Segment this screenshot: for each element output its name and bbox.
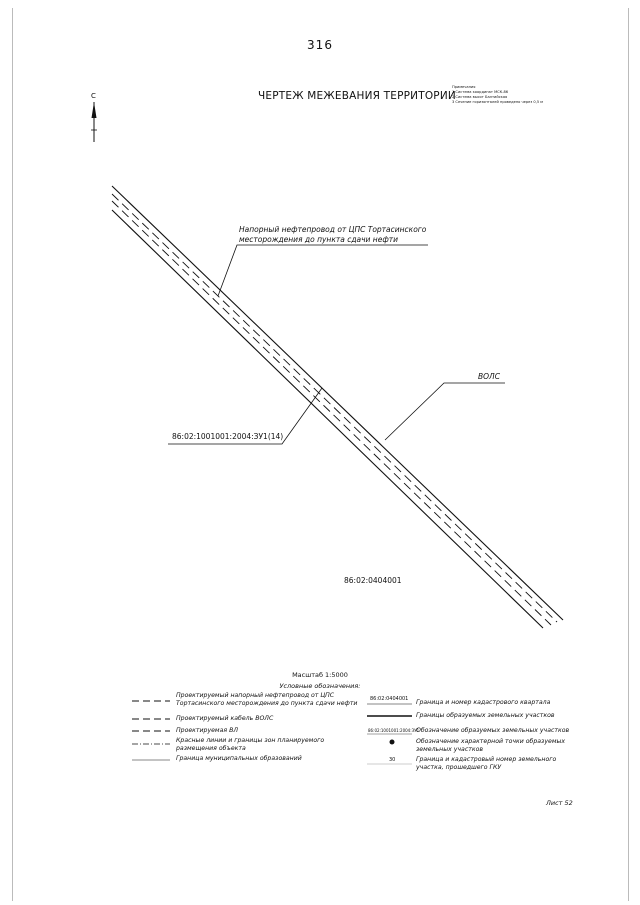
- legend-symbol-gku-text: 30: [389, 757, 396, 763]
- pipeline-label-line1: Напорный нефтепровод от ЦПС Тортасинского: [239, 225, 427, 234]
- legend-item-vl: Проектируемая ВЛ: [176, 727, 238, 734]
- legend-item-parcel-border: Границы образуемых земельных участков: [416, 712, 555, 719]
- legend-item-quarter: Граница и номер кадастрового квартала: [416, 699, 551, 706]
- sheet-number: Лист 52: [546, 799, 573, 807]
- legend-symbol-quarter-text: 86:02:0404001: [370, 696, 409, 702]
- note-item: 1 Система координат МСК-86: [452, 90, 509, 94]
- legend-title: Условные обозначения:: [279, 682, 361, 690]
- quarter-label: 86:02:0404001: [344, 576, 402, 585]
- legend-item-vols: Проектируемый кабель ВОЛС: [176, 715, 274, 722]
- north-letter: С: [91, 92, 96, 100]
- parcel-label: 86:02:1001001:2004:ЗУ1(14): [172, 432, 284, 441]
- legend-item-parcel-id: Обозначение образуемых земельных участков: [416, 727, 570, 734]
- note-item: 3 Сечение горизонталей проведено через 0,5 м: [452, 100, 543, 104]
- legend-symbol-point-icon: [390, 740, 395, 745]
- legend-item-municipal: Граница муниципальных образований: [176, 755, 302, 762]
- legend-item-point: Обозначение характерной точки образуемых земельных участков: [416, 738, 566, 753]
- drawing-title: ЧЕРТЕЖ МЕЖЕВАНИЯ ТЕРРИТОРИИ: [258, 90, 456, 102]
- legend-item-pipeline: Проектируемый напорный нефтепровод от ЦПС Тортасинского месторождения до пункта сдачи нефти: [176, 692, 358, 707]
- scale-label: Масштаб 1:5000: [292, 671, 348, 679]
- legend-symbol-parcel-id-text: 86:02:1001001:2004:ЗУ1: [368, 728, 420, 733]
- page-number: 316: [307, 38, 333, 52]
- legend-item-red-lines: Красные линии и границы зон планируемого размещения объекта: [176, 737, 325, 752]
- legend-item-gku: Граница и кадастровый номер земельного участка, прошедшего ГКУ: [416, 756, 557, 771]
- pipeline-label-line2: месторождения до пункта сдачи нефти: [239, 235, 398, 244]
- notes-heading: Примечания: [452, 85, 476, 89]
- note-item: 2 Система высот Балтийская: [452, 95, 508, 99]
- vols-label: ВОЛС: [478, 372, 500, 381]
